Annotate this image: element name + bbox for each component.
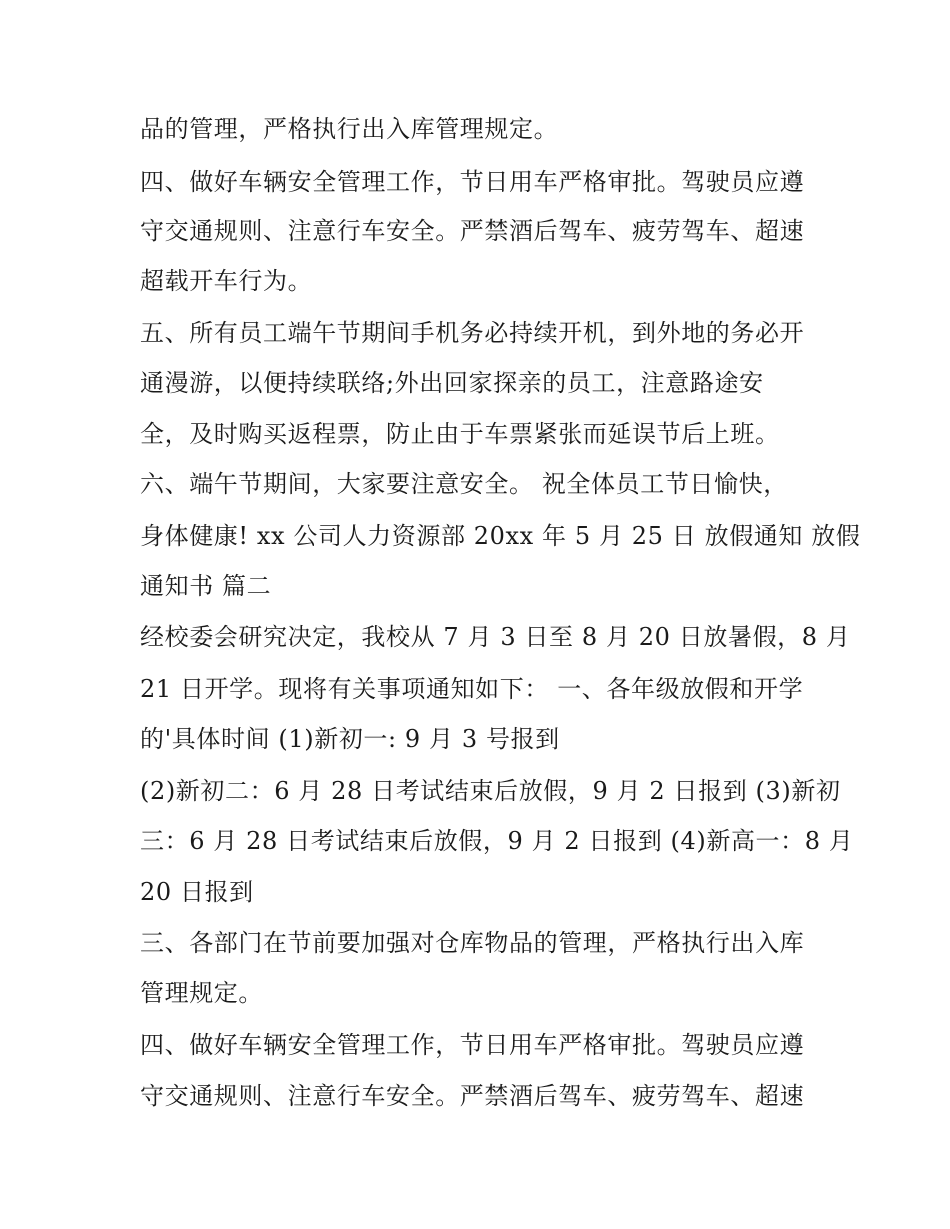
text-line: 六、端午节期间，大家要注意安全。 祝全体员工节日愉快， bbox=[140, 470, 788, 498]
text-line: 20 日报到 bbox=[140, 878, 254, 906]
text-line: 三、各部门在节前要加强对仓库物品的管理，严格执行出入库 bbox=[140, 929, 805, 957]
text-line: (2)新初二：6 月 28 日考试结束后放假，9 月 2 日报到 (3)新初 bbox=[140, 777, 841, 805]
text-line: 守交通规则、注意行车安全。严禁酒后驾车、疲劳驾车、超速 bbox=[140, 1082, 805, 1110]
text-line: 身体健康! xx 公司人力资源部 20xx 年 5 月 25 日 放假通知 放假 bbox=[140, 522, 861, 550]
text-line: 通知书 篇二 bbox=[140, 572, 272, 600]
text-line: 四、做好车辆安全管理工作，节日用车严格审批。驾驶员应遵 bbox=[140, 168, 805, 196]
text-line: 管理规定。 bbox=[140, 979, 263, 1007]
text-line: 超载开车行为。 bbox=[140, 267, 313, 295]
text-line: 守交通规则、注意行车安全。严禁酒后驾车、疲劳驾车、超速 bbox=[140, 217, 805, 245]
text-line: 三：6 月 28 日考试结束后放假，9 月 2 日报到 (4)新高一：8 月 bbox=[140, 827, 854, 855]
text-line: 经校委会研究决定，我校从 7 月 3 日至 8 月 20 日放暑假，8 月 bbox=[140, 623, 851, 651]
text-line: 全，及时购买返程票，防止由于车票紧张而延误节后上班。 bbox=[140, 420, 780, 448]
text-line: 品的管理，严格执行出入库管理规定。 bbox=[140, 115, 559, 143]
text-line: 21 日开学。现将有关事项通知如下： 一、各年级放假和开学 bbox=[140, 675, 804, 703]
text-line: 五、所有员工端午节期间手机务必持续开机，到外地的务必开 bbox=[140, 319, 805, 347]
text-line: 通漫游，以便持续联络;外出回家探亲的员工，注意路途安 bbox=[140, 369, 764, 397]
text-line: 的'具体时间 (1)新初一: 9 月 3 号报到 bbox=[140, 725, 560, 753]
text-line: 四、做好车辆安全管理工作，节日用车严格审批。驾驶员应遵 bbox=[140, 1031, 805, 1059]
